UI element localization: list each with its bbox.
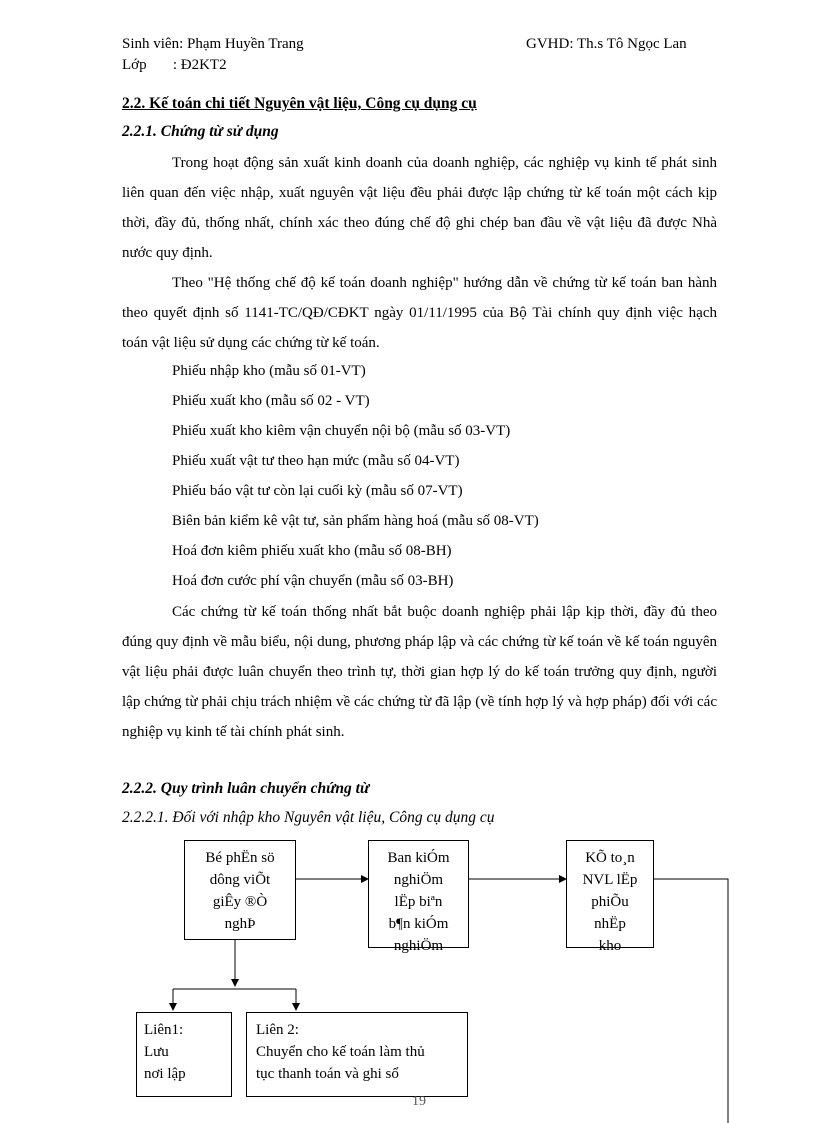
page-number: 19 xyxy=(412,1094,426,1109)
header-advisor: GVHD: Th.s Tô Ngọc Lan xyxy=(526,36,687,52)
subsection-title: 2.2.2. Quy trình luân chuyển chứng từ xyxy=(122,780,370,797)
flow-box-copy2 xyxy=(246,1012,468,1097)
list-item: Phiếu nhập kho (mẫu số 01-VT) xyxy=(172,363,366,379)
list-item: Biên bản kiểm kê vật tư, sản phẩm hàng hoá (mẫu số 08-VT) xyxy=(172,513,539,529)
line-box3-down xyxy=(654,879,728,1123)
flow-box-receipt xyxy=(566,840,654,954)
list-item: Phiếu báo vật tư còn lại cuối kỳ (mẫu số 07-VT) xyxy=(172,483,463,499)
list-item: Hoá đơn kiêm phiếu xuất kho (mẫu số 08-BH) xyxy=(172,543,452,559)
list-item: Phiếu xuất kho kiêm vận chuyển nội bộ (mẫu số 03-VT) xyxy=(172,423,511,439)
subsubsection-title: 2.2.2.1. Đối với nhập kho Nguyên vật liệu, Công cụ dụng cụ xyxy=(122,809,495,826)
header-student: Sinh viên: Phạm Huyền Trang xyxy=(122,36,304,52)
flow-box-copy1 xyxy=(136,1012,232,1097)
list-item: Phiếu xuất vật tư theo hạn mức (mẫu số 04-VT) xyxy=(172,453,460,469)
list-item: Hoá đơn cước phí vận chuyển (mẫu số 03-BH) xyxy=(172,573,454,589)
flow-box-inspection xyxy=(368,840,469,954)
flow-box-copy1-label: Liên1: Lưu nơi lập xyxy=(144,1022,186,1082)
flow-box-receipt-label: KÕ to¸n NVL lËp phiÕu nhËp kho xyxy=(582,850,638,954)
flow-box-copy2-label: Liên 2: Chuyển cho kế toán làm thủ tục thanh toán và ghi sổ xyxy=(256,1022,425,1082)
subsection-title: 2.2.1. Chứng từ sử dụng xyxy=(122,123,279,140)
flow-box-request xyxy=(184,840,296,940)
paragraph-3: Các chứng từ kế toán thống nhất bắt buộc doanh nghiệp phải lập kịp thời, đầy đủ theo đúng quy định về mẫu biểu, nội dung, phương pháp lập và các chứng từ kế toán về kế toán nguyên vật liệu phải được luân chuyển theo trình tự, thời gian hợp lý do kế toán trưởng quy định, người lập chứng từ phải chịu trách nhiệm về các chứng từ đã lập (về tính hợp lý và hợp pháp) đối với các nghiệp vụ kinh tế tài chính phát sinh. xyxy=(122,604,717,740)
flow-box-request-label: Bé phËn sö dông viÕt giÊy ®Ò nghÞ xyxy=(205,850,275,932)
section-title: 2.2. Kế toán chi tiết Nguyên vật liệu, Công cụ dụng cụ xyxy=(122,95,477,112)
flow-box-inspection-label: Ban kiÓm nghiÖm lËp biªn b¶n kiÓm nghiÖm xyxy=(387,850,450,954)
paragraph-1: Trong hoạt động sản xuất kinh doanh của doanh nghiệp, các nghiệp vụ kinh tế phát sinh liên quan đến việc nhập, xuất nguyên vật liệu đều phải được lập chứng từ kế toán một cách kịp thời, đầy đủ, thống nhất, chính xác theo đúng chế độ ghi chép ban đầu về vật liệu đã được Nhà nước quy định. xyxy=(122,155,717,261)
paragraph-2: Theo "Hệ thống chế độ kế toán doanh nghiệp" hướng dẫn về chứng từ kế toán ban hành theo quyết định số 1141-TC/QĐ/CĐKT ngày 01/11/1995 của Bộ Tài chính quy định việc hạch toán vật liệu sử dụng các chứng từ kế toán. xyxy=(122,275,717,351)
list-item: Phiếu xuất kho (mẫu số 02 - VT) xyxy=(172,393,370,409)
header-class: Lớp : Đ2KT2 xyxy=(122,57,227,73)
